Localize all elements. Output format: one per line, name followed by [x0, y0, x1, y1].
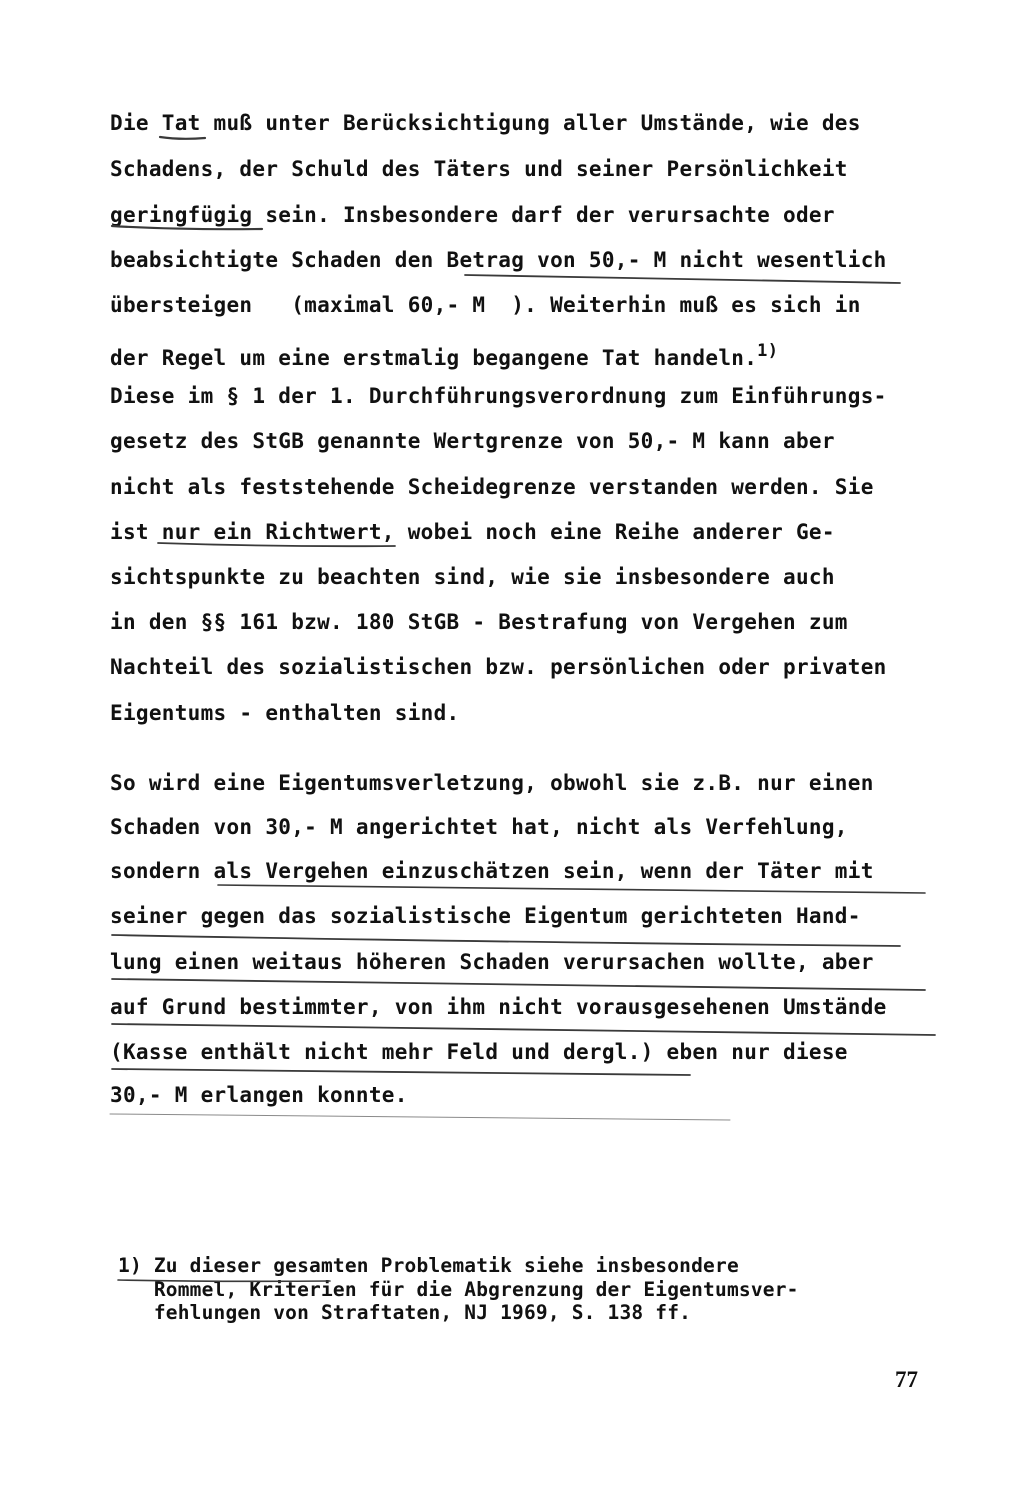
underline-mark	[218, 885, 925, 893]
text-line: So wird eine Eigentumsverletzung, obwohl sie z.B. nur einen	[110, 771, 874, 795]
text-line: ist nur ein Richtwert, wobei noch eine Reihe anderer Ge-	[110, 520, 835, 544]
text-line: Die Tat muß unter Berücksichtigung aller Umstände, wie des	[110, 111, 861, 135]
text-line: auf Grund bestimmter, von ihm nicht vorausgesehenen Umstände	[110, 995, 887, 1019]
text-line: sondern als Vergehen einzuschätzen sein, wenn der Täter mit	[110, 859, 874, 883]
text-line	[110, 338, 779, 370]
text-line: Schaden von 30,- M angerichtet hat, nicht als Verfehlung,	[110, 815, 848, 839]
footnote-line: 1) Zu dieser gesamten Problematik siehe insbesondere	[118, 1254, 739, 1277]
underline-mark	[465, 275, 900, 283]
text-line: beabsichtigte Schaden den Betrag von 50,- M nicht wesentlich	[110, 248, 887, 272]
page-number: 77	[895, 1367, 918, 1392]
text-line: sichtspunkte zu beachten sind, wie sie insbesondere auch	[110, 565, 835, 589]
text-line: Eigentums - enthalten sind.	[110, 701, 460, 725]
text-line: nicht als feststehende Scheidegrenze verstanden werden. Sie	[110, 475, 874, 499]
underline-mark	[112, 979, 925, 990]
footnote-line: Rommel, Kriterien für die Abgrenzung der Eigentumsver-	[118, 1278, 799, 1301]
text-line: (Kasse enthält nicht mehr Feld und dergl.) eben nur diese	[110, 1040, 848, 1064]
text-line: in den §§ 161 bzw. 180 StGB - Bestrafung von Vergehen zum	[110, 610, 848, 634]
underline-mark	[112, 1024, 935, 1035]
text-line: lung einen weitaus höheren Schaden verursachen wollte, aber	[110, 950, 874, 974]
footnote-reference: 1)	[757, 341, 779, 361]
text-line: Schadens, der Schuld des Täters und seiner Persönlichkeit	[110, 157, 848, 181]
text-line: seiner gegen das sozialistische Eigentum gerichteten Hand-	[110, 904, 861, 928]
text-line: übersteigen (maximal 60,- M ). Weiterhin muß es sich in	[110, 293, 861, 317]
underline-mark	[112, 1069, 690, 1075]
text-line: Nachteil des sozialistischen bzw. persönlichen oder privaten	[110, 655, 887, 679]
footnote-line: fehlungen von Straftaten, NJ 1969, S. 138 ff.	[118, 1301, 692, 1324]
underline-mark	[112, 935, 900, 946]
text-line: geringfügig sein. Insbesondere darf der verursachte oder	[110, 203, 835, 227]
text-line: gesetz des StGB genannte Wertgrenze von 50,- M kann aber	[110, 429, 835, 453]
underline-mark	[110, 1114, 730, 1120]
text-line-content: der Regel um eine erstmalig begangene Tat handeln.	[110, 346, 758, 370]
text-line: 30,- M erlangen konnte.	[110, 1083, 408, 1107]
underline-mark	[160, 137, 205, 139]
text-line: Diese im § 1 der 1. Durchführungsverordnung zum Einführungs-	[110, 384, 887, 408]
